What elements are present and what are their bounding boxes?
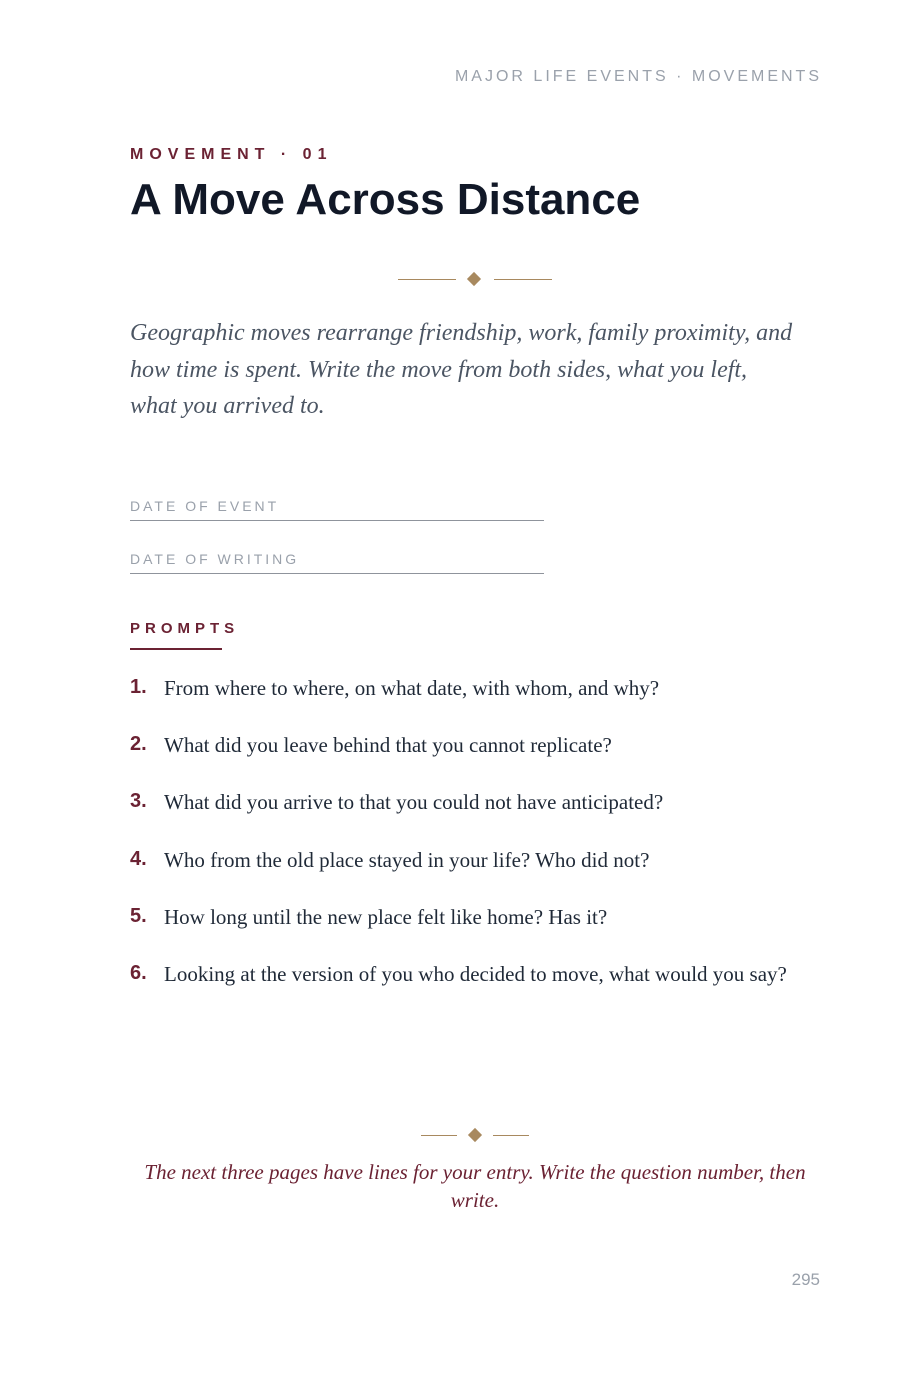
divider-rule-left xyxy=(398,279,456,280)
prompt-number: 6. xyxy=(130,961,147,984)
page-title: A Move Across Distance xyxy=(130,175,641,224)
prompt-number: 5. xyxy=(130,904,147,927)
prompt-text: From where to where, on what date, with whom, and why? xyxy=(164,676,660,700)
prompt-item xyxy=(130,903,830,960)
section-kicker: MOVEMENT · 01 xyxy=(130,146,333,163)
date-of-event-field[interactable] xyxy=(130,498,544,521)
prompt-number: 2. xyxy=(130,733,147,756)
prompt-number: 3. xyxy=(130,790,147,813)
prompts-heading: PROMPTS xyxy=(130,620,240,637)
prompt-text: Who from the old place stayed in your life? Who did not? xyxy=(164,847,650,872)
date-of-writing-field[interactable] xyxy=(130,551,544,574)
running-header: MAJOR LIFE EVENTS · MOVEMENTS xyxy=(454,68,822,85)
prompt-text: What did you arrive to that you could not have anticipated? xyxy=(164,790,664,815)
prompts-underline xyxy=(130,648,222,650)
prompt-text: What did you leave behind that you cannot replicate? xyxy=(164,733,612,758)
prompt-item xyxy=(130,788,830,845)
prompt-item xyxy=(130,846,830,903)
divider-rule-right xyxy=(493,1135,529,1136)
footer-note: The next three pages have lines for your entry. Write the question number, then write. xyxy=(144,1160,806,1212)
divider-rule-left xyxy=(421,1135,457,1136)
prompt-number: 1. xyxy=(130,676,147,698)
prompt-item xyxy=(130,731,830,788)
ornament-divider-top xyxy=(398,272,552,288)
ornament-divider-bottom xyxy=(421,1128,529,1144)
page-number: 295 xyxy=(791,1270,820,1289)
diamond-icon xyxy=(467,272,481,286)
prompt-number: 4. xyxy=(130,847,147,870)
date-of-writing-label: DATE OF WRITING xyxy=(130,551,300,567)
prompt-list xyxy=(130,674,830,1017)
diamond-icon xyxy=(468,1128,482,1142)
prompt-item xyxy=(130,960,830,1017)
prompt-item xyxy=(130,674,830,731)
prompt-text: Looking at the version of you who decided to move, what would you say? xyxy=(164,961,787,986)
prompt-text: How long until the new place felt like home? Has it? xyxy=(164,904,608,929)
divider-rule-right xyxy=(494,279,552,280)
intro-paragraph: Geographic moves rearrange friendship, work, family proximity, and how time is spent. Write the move from both sides, what you left, what you arrived to. xyxy=(130,320,793,419)
date-of-event-label: DATE OF EVENT xyxy=(130,498,280,514)
